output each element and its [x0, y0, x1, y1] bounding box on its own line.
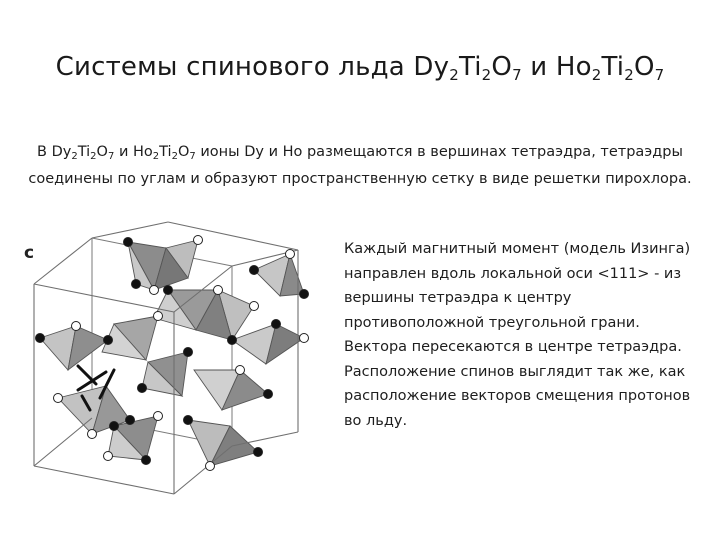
pyrochlore-lattice-figure [18, 220, 328, 520]
figure-label: c [24, 243, 35, 263]
pyrochlore-lattice-diagram [18, 220, 328, 520]
intro-paragraph: В $Dy_2Ti_2O_7$ и $Ho_2Ti_2O_7$ ионы Dy и Ho размещаются в вершинах тетраэдра, тетраэдры соединены по углам и образуют пространственную сетку в виде решетки пирохлора. [28, 144, 692, 187]
slide-title: Системы спинового льда $Dy_2Ti_2O_7$ и $Ho_2Ti_2O_7$ [55, 52, 665, 84]
ising-model-description: Каждый магнитный момент (модель Изинга) направлен вдоль локальной оси <111> - из вершины тетраэдра к центру противоположной треугольной грани. Вектора пересекаются в центре тетраэдра. Расположение спинов выглядит так же, как расположение векторов смещения протонов во льду. [344, 241, 691, 429]
